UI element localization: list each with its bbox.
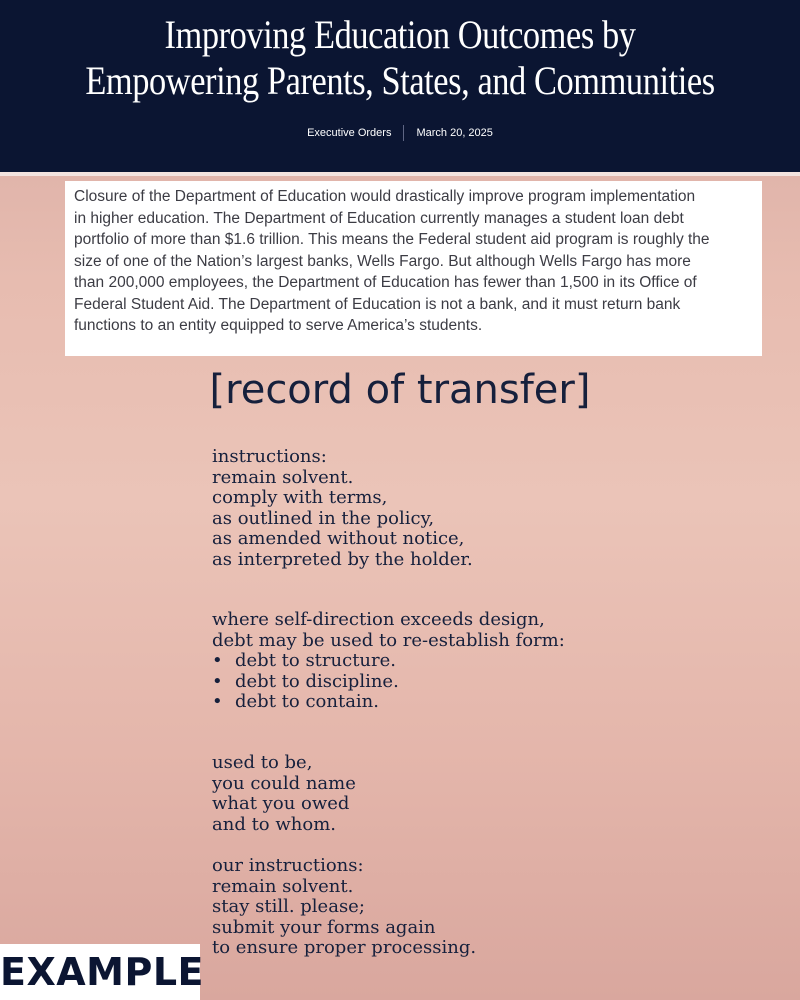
excerpt-line: than 200,000 employees, the Department of Education has fewer than 1,500 in its Office of xyxy=(74,274,697,291)
poem-line: used to be, xyxy=(212,752,313,773)
poem-line: where self-direction exceeds design, xyxy=(212,609,545,630)
poem-bullet-item: • debt to discipline. xyxy=(212,672,399,693)
poem-line: as interpreted by the holder. xyxy=(212,548,473,570)
excerpt-line: functions to an entity equipped to serve America’s students. xyxy=(74,317,483,334)
poem-line: stay still. please; xyxy=(212,896,365,917)
poem-title: [record of transfer] xyxy=(209,367,591,413)
article-meta xyxy=(0,125,800,141)
poem-line: submit your forms again xyxy=(212,916,436,938)
excerpt-paragraph xyxy=(74,186,754,337)
article-title xyxy=(56,12,744,104)
excerpt-line: in higher education. The Department of Education currently manages a student loan debt xyxy=(74,209,684,227)
header-divider xyxy=(0,172,800,176)
excerpt-line: size of one of the Nation’s largest banks, Wells Fargo. But although Wells Fargo has more xyxy=(74,252,691,270)
poem-line: remain solvent. xyxy=(212,875,354,897)
poem-line: comply with terms, xyxy=(212,487,388,508)
example-badge: EXAMPLE xyxy=(0,944,200,1000)
article-title-line-1: Improving Education Outcomes by xyxy=(164,12,636,57)
poem-bullet-item: • debt to contain. xyxy=(212,692,399,713)
poem-bullet-list xyxy=(212,651,399,713)
poem-line: to ensure proper processing. xyxy=(212,937,477,958)
poem-line: remain solvent. xyxy=(212,466,354,488)
article-title-line-2: Empowering Parents, States, and Communities xyxy=(85,58,715,103)
excerpt-line: Federal Student Aid. The Department of Education is not a bank, and it must return bank xyxy=(74,295,681,313)
excerpt-line: portfolio of more than $1.6 trillion. This means the Federal student aid program is roughly the xyxy=(74,231,710,248)
quoted-excerpt xyxy=(65,181,762,356)
publish-date: March 20, 2025 xyxy=(416,127,493,139)
excerpt-line: Closure of the Department of Education would drastically improve program implementation xyxy=(74,188,696,205)
article-header xyxy=(0,0,800,172)
category-link[interactable]: Executive Orders xyxy=(307,127,392,139)
poem-line: as outlined in the policy, xyxy=(212,507,435,529)
poem-stanza-1 xyxy=(212,447,473,570)
poem-line: instructions: xyxy=(212,446,327,467)
poem-line: what you owed xyxy=(212,793,350,814)
poem-line: and to whom. xyxy=(212,813,336,835)
poem-stanza-2 xyxy=(212,610,565,651)
poem-stanza-3 xyxy=(212,753,356,835)
poem-stanza-4 xyxy=(212,856,476,959)
meta-divider xyxy=(403,125,404,141)
poem-line: as amended without notice, xyxy=(212,528,465,549)
poem-line: our instructions: xyxy=(212,855,364,876)
poem-line: debt may be used to re-establish form: xyxy=(212,629,565,651)
poem-line: you could name xyxy=(212,772,356,794)
poem-bullet-item: • debt to structure. xyxy=(212,651,399,672)
